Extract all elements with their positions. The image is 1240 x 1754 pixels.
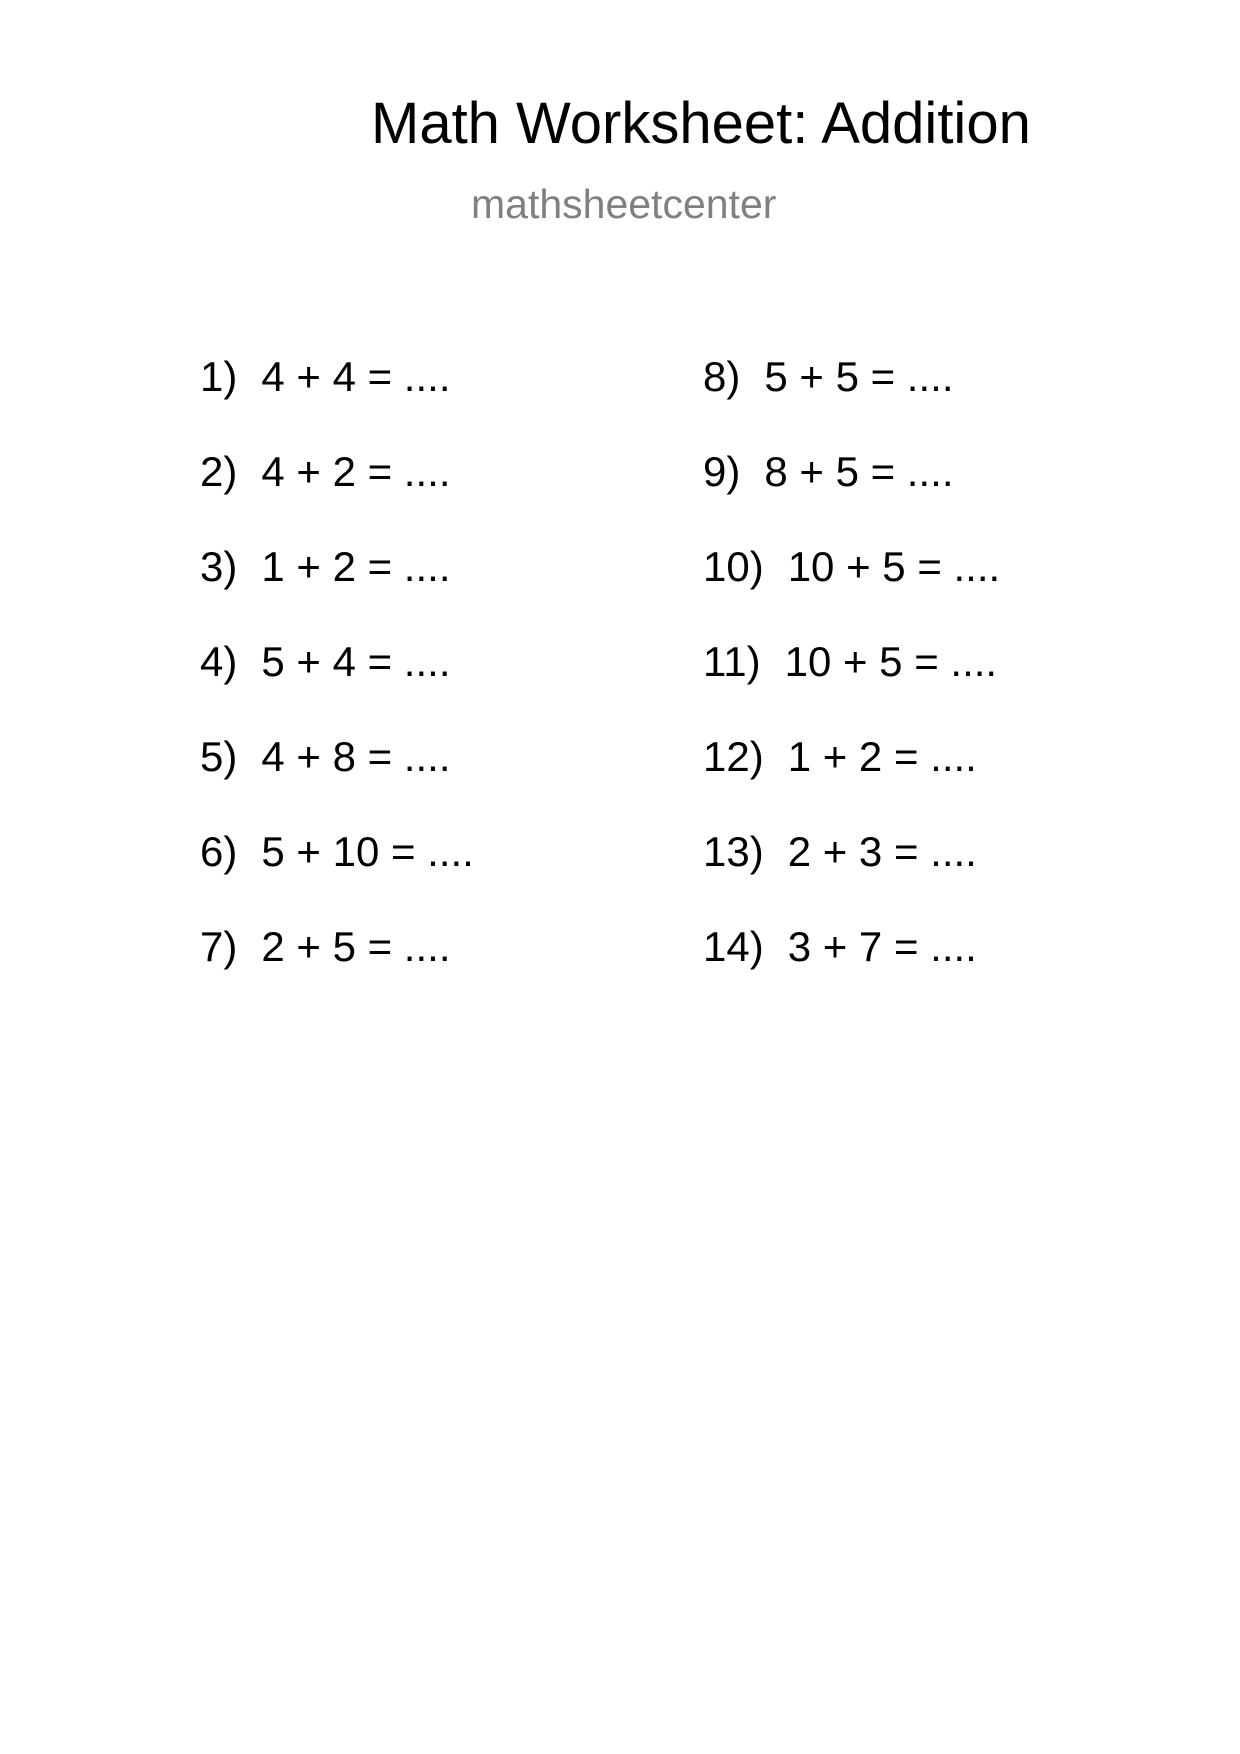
source-label: mathsheetcenter (471, 181, 777, 227)
problem-number: 7) (200, 923, 238, 970)
problem-number: 9) (703, 448, 741, 495)
problem-expression: 5 + 5 = .... (764, 353, 954, 400)
problem-item (703, 448, 1000, 546)
problem-expression: 5 + 10 = .... (261, 828, 474, 875)
problem-number: 4) (200, 638, 238, 685)
problem-expression: 8 + 5 = .... (764, 448, 954, 495)
problem-number: 8) (703, 353, 741, 400)
problem-expression: 1 + 2 = .... (261, 543, 451, 590)
problem-item (200, 828, 474, 926)
problem-item (703, 733, 1000, 831)
problem-number: 11) (703, 638, 761, 685)
problem-expression: 4 + 8 = .... (261, 733, 451, 780)
problem-expression: 1 + 2 = .... (787, 733, 977, 780)
problem-expression: 4 + 4 = .... (261, 353, 451, 400)
problem-number: 3) (200, 543, 238, 590)
problem-number: 10) (703, 543, 764, 590)
problem-expression: 10 + 5 = .... (784, 638, 998, 685)
problem-number: 5) (200, 733, 238, 780)
problem-expression: 2 + 5 = .... (261, 923, 451, 970)
problem-item (703, 923, 1000, 1021)
problems-column-right (703, 353, 1001, 1021)
problem-item (703, 638, 1000, 736)
problem-item (200, 448, 474, 546)
problem-number: 6) (200, 828, 238, 875)
problem-item (200, 353, 474, 451)
problem-item (200, 543, 474, 641)
problem-expression: 2 + 3 = .... (787, 828, 977, 875)
problem-number: 14) (703, 923, 764, 970)
problem-item (200, 923, 474, 1021)
problem-item (200, 638, 474, 736)
problems-column-left (200, 353, 474, 1021)
problem-expression: 3 + 7 = .... (787, 923, 977, 970)
problem-expression: 4 + 2 = .... (261, 448, 451, 495)
problem-number: 2) (200, 448, 238, 495)
problem-expression: 10 + 5 = .... (787, 543, 1001, 590)
problem-number: 13) (703, 828, 764, 875)
problem-number: 1) (200, 353, 238, 400)
problem-item (703, 353, 1000, 451)
problem-number: 12) (703, 733, 764, 780)
problem-item (703, 543, 1001, 641)
problem-expression: 5 + 4 = .... (261, 638, 451, 685)
problem-item (703, 828, 1000, 926)
problem-item (200, 733, 474, 831)
worksheet-title: Math Worksheet: Addition (371, 91, 1031, 156)
